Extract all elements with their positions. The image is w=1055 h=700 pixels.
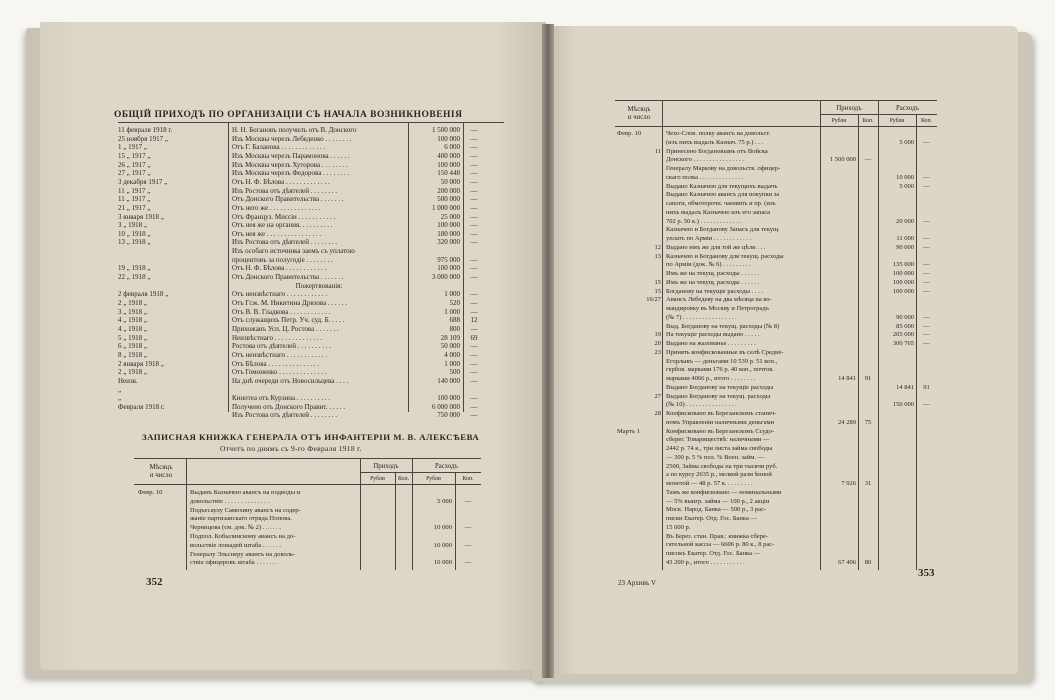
income-row-kop: —	[470, 411, 478, 420]
r-row-expense-rub: 14 841	[896, 383, 914, 391]
nb-row-expense-kop: —	[464, 559, 472, 567]
income-row-date: 2 февраля 1918 „	[118, 290, 169, 299]
income-row-desc: Отъ Н. Ф. Бѣлова . . . . . . . . . . . .	[232, 264, 327, 273]
income-row-kop: —	[470, 126, 478, 134]
income-row-amount: 320 000	[437, 238, 460, 247]
r-row-income-kop: 31	[864, 480, 872, 487]
income-row-kop: —	[470, 299, 478, 307]
income-table-top-rule	[118, 122, 504, 123]
book-gutter	[542, 24, 554, 678]
nb-row-expense-rub: 10 000	[433, 541, 452, 549]
r-row-desc: — 300 р. 5 % пол. % Воен. займ. —	[666, 453, 765, 461]
income-row-amount: 4 000	[444, 350, 460, 359]
income-row-kop: —	[470, 186, 478, 195]
income-row-desc: Прихожанъ Усп. Ц. Ростова . . . . . . .	[232, 324, 339, 333]
r-row-desc: уплатъ по Арміи . . . . . . . . . . . .	[666, 235, 752, 242]
r-row-desc: скаго полка . . . . . . . . . . . . . .	[666, 173, 744, 181]
income-row-amount: 3 000 000	[432, 273, 460, 282]
r-row-expense-rub: 10 000	[896, 173, 914, 181]
income-row-amount: 1 000 000	[432, 203, 460, 212]
r-row-expense-rub: 5 000	[899, 182, 914, 190]
nb-header-in-kop: Коп.	[397, 476, 410, 482]
income-row-desc: Кинотеа отъ Курзина . . . . . . . . . .	[232, 394, 331, 403]
income-row-kop: —	[470, 324, 478, 333]
r-row-expense-rub: 205 000	[892, 331, 914, 339]
income-row-kop: —	[470, 212, 478, 221]
income-row-amount: 975 000	[437, 255, 460, 264]
r-row-desc: Моск. Народ. Банка — 500 р., 3 рас-	[666, 506, 767, 514]
income-row-date: 10 „ 1918 „	[118, 229, 151, 238]
r-row-expense-kop: —	[923, 217, 930, 225]
income-row-amount: 800	[449, 324, 460, 333]
r-row-desc: Конфисковано въ Березанскомъ Ссудо-	[666, 427, 774, 435]
r-row-desc: Выдано Богданову на текущ. расходы	[666, 392, 771, 400]
income-row-date: 2 „ 1918 „	[118, 299, 147, 307]
income-row-amount: 50 000	[440, 342, 460, 351]
r-row-desc: марками 4066 р., итого . . . . . . . .	[666, 375, 756, 382]
income-row-date: 3 декабря 1917 „	[118, 177, 168, 186]
nb-header-out-rub: Рубли	[426, 476, 441, 482]
r-row-desc: монетой — 48 р. 57 к. . . . . . . . .	[666, 480, 753, 487]
r-row-expense-kop: —	[923, 340, 930, 347]
income-row-amount: 1 000	[444, 307, 460, 316]
income-row-amount: 180 000	[437, 229, 460, 238]
r-row-income-rub: 67 406	[838, 558, 856, 566]
r-row-date: 15	[654, 278, 661, 286]
income-row-amount: 50 000	[440, 177, 460, 186]
nb-row-expense-rub: 10 000	[433, 559, 452, 567]
r-row-desc: нихъ выдалъ Казначею изъ его запаса	[666, 208, 771, 216]
income-row-kop: —	[470, 264, 478, 273]
income-row-desc: Н. Н. Богановъ получилъ отъ В. Донского	[232, 126, 357, 134]
income-row-kop: —	[470, 195, 478, 204]
income-row-date: 25 ноября 1917 „	[118, 134, 168, 143]
nb-row-desc: вольствіе лошадей штаба . . . . . .	[190, 541, 281, 549]
income-row-date: Неизв.	[118, 376, 138, 385]
income-row-kop: —	[470, 238, 478, 247]
r-row-expense-kop: —	[923, 401, 930, 409]
income-row-kop: 12	[470, 316, 478, 325]
r-row-desc: Въ Берез. стан. Прав.: книжка сбере-	[666, 532, 768, 540]
income-row-desc: Неизвѣстнаго . . . . . . . . . . . . . .	[232, 333, 322, 342]
r-row-expense-kop: —	[923, 313, 930, 321]
nb-row-desc: довольствіе . . . . . . . . . . . . . .	[190, 497, 270, 505]
r-row-desc: а по курсу 2635 р., мелкой разм ѣнной	[666, 471, 772, 479]
income-row-date: 11 „ 1917 „	[118, 195, 151, 204]
right-page-number: 353	[918, 567, 935, 579]
r-header-month-label: Мѣсяцъ	[627, 106, 651, 113]
income-row-date: 4 „ 1918 „	[118, 324, 147, 333]
income-row-amount: 1 000	[444, 359, 460, 368]
income-row-amount: 200 000	[437, 186, 460, 195]
r-row-desc: гательной кассы — 6606 р. 80 к., 8 рас-	[666, 541, 775, 549]
r-row-expense-kop: —	[923, 261, 930, 269]
r-row-desc: Чехо-Слов. полку авансъ на довольст.	[666, 130, 771, 137]
nb-row-desc: Черницова (см. док. № 2) . . . . . .	[190, 524, 281, 532]
r-row-expense-kop: —	[923, 278, 930, 286]
r-row-income-rub: 14 841	[838, 375, 856, 382]
nb-row-expense-rub: 5 000	[437, 497, 452, 505]
income-row-kop: —	[470, 394, 478, 403]
income-row-amount: 6 000	[444, 143, 460, 152]
income-row-amount: 100 000	[437, 134, 460, 143]
income-row-desc: Отъ Гсж. М. Никитина Дрвзова . . . . . .	[232, 299, 348, 307]
r-row-date: 28	[654, 410, 661, 417]
r-row-desc: Казначею и Богданову Запасъ для текущ.	[666, 226, 780, 234]
r-row-desc: сберег. Товариществѣ: наличными —	[666, 436, 770, 444]
nb-row-expense-kop: —	[464, 541, 472, 549]
r-row-date: 15	[654, 287, 661, 295]
r-row-desc: писокъ Екатер. Отд. Гос. Банка —	[666, 550, 761, 557]
income-row-desc: Отъ него же . . . . . . . . . . . . . . .	[232, 203, 321, 212]
income-row-amount: 28 109	[440, 333, 460, 342]
r-row-date: 12	[654, 243, 661, 251]
r-row-expense-kop: —	[923, 173, 930, 181]
r-row-date: 11	[654, 147, 661, 155]
income-row-date: 26 „ 1917 „	[118, 160, 151, 169]
income-row-amount: 500	[449, 368, 460, 377]
r-row-expense-kop: —	[923, 182, 930, 190]
r-row-expense-kop: —	[923, 138, 930, 146]
income-row-amount: 100 000	[437, 160, 460, 169]
r-row-income-kop: 91	[864, 375, 872, 382]
nb-row-expense-kop: —	[464, 524, 472, 532]
income-row-date: 2 января 1918 „	[118, 359, 164, 368]
r-row-desc: Богданову на текущіе расходы . . . .	[666, 287, 763, 295]
income-row-amount: 150 448	[437, 169, 460, 178]
r-row-desc: Выдано на жалованье . . . . . . . . .	[666, 340, 756, 347]
r-row-income-rub: 7 926	[841, 480, 856, 487]
left-page-number: 352	[146, 576, 163, 588]
income-row-date: 3 „ 1918 „	[118, 221, 147, 230]
nb-col-in-rub	[395, 472, 396, 570]
income-row-kop: —	[470, 229, 478, 238]
income-row-desc: Отъ неизвѣстнаго . . . . . . . . . . . .	[232, 350, 328, 359]
r-row-date: 19	[654, 331, 661, 339]
income-row-date: 15 „ 1917 „	[118, 151, 151, 160]
nb-header-out-kop: Коп.	[462, 476, 474, 482]
income-row-desc: Отъ нея же на органия. . . . . . . . . .	[232, 221, 333, 230]
r-header-in-rub: Рубли	[831, 118, 847, 124]
income-row-kop: —	[470, 169, 478, 178]
income-row-desc: Отъ Бѣлова . . . . . . . . . . . . . . .	[232, 359, 320, 368]
income-row-kop: —	[470, 342, 478, 351]
nb-row-date: Февр. 10	[138, 489, 163, 496]
income-row-kop: —	[470, 402, 478, 411]
income-row-kop: —	[470, 134, 478, 143]
r-row-desc: — 5% выигр. займа — 100 р., 2 акціи	[666, 497, 770, 505]
income-row-kop: —	[470, 255, 478, 264]
income-row-date: 1 „ 1917 „	[118, 143, 147, 152]
income-row-desc: процентовъ за полугодіе . . . . . . . .	[232, 255, 333, 264]
r-header-day-label: и число	[627, 114, 651, 121]
r-row-desc: Выдано Казначею для текущихъ выдачъ	[666, 182, 778, 190]
r-row-desc: Выдано имъ же для той же цѣли . . .	[666, 243, 766, 251]
r-row-income-rub: 1 500 000	[830, 156, 856, 164]
r-row-income-kop: 75	[864, 418, 872, 426]
income-row-kop: —	[470, 221, 478, 230]
r-row-expense-rub: 135 000	[892, 261, 914, 269]
r-header-month	[616, 106, 662, 122]
income-row-kop: —	[470, 160, 478, 169]
r-table-top	[615, 100, 937, 101]
r-header-out-rub: Рубли	[889, 118, 905, 124]
income-row-date: 11 февраля 1918 г.	[118, 126, 173, 134]
income-row-kop: 69	[470, 333, 478, 342]
r-row-desc: 702 р. 50 к.) . . . . . . . . . . . . .	[666, 217, 742, 225]
income-row-desc: Отъ неизвѣстнаго . . . . . . . . . . . .	[232, 290, 328, 299]
r-row-desc: Принять конфискованные въ селѣ Средне-	[666, 348, 784, 356]
income-row-desc: Ростова отъ дѣятелей . . . . . . . . . .	[232, 342, 331, 351]
income-row-date: Февраля 1918 г.	[118, 402, 165, 411]
r-row-expense-kop: —	[923, 322, 930, 330]
nb-row-desc: Выданъ Казначею авансъ на подводы и	[190, 489, 301, 496]
income-row-desc: Отъ нея же . . . . . . . . . . . . . . . .	[232, 229, 322, 238]
nb-header-expense: Расходъ	[434, 463, 459, 470]
r-row-expense-kop: —	[923, 235, 930, 242]
income-row-date: „	[118, 394, 122, 403]
r-row-desc: по Арміи (док. № 6) . . . . . . . . .	[666, 261, 751, 269]
income-row-date: „	[118, 385, 122, 394]
nb-row-expense-rub: 10 000	[433, 524, 452, 532]
r-row-desc: Выдано Богданову на текущіе расходы	[666, 383, 774, 391]
nb-header-month-label: Мѣсяцъ	[149, 464, 173, 471]
r-row-expense-rub: 11 000	[896, 235, 914, 242]
nb-header-month	[136, 464, 186, 480]
income-row-desc: Отъ Донского Правительства . . . . . . .	[232, 195, 344, 204]
income-row-desc: Изъ Москвы черезъ Лебеденко . . . . . . . .	[232, 134, 352, 143]
r-row-expense-kop: —	[923, 331, 930, 339]
income-row-amount: 500 000	[437, 195, 460, 204]
income-row-kop: —	[470, 177, 478, 186]
r-row-income-rub: 24 289	[838, 418, 856, 426]
r-row-desc: На текущіе расходы выдано . . . . .	[666, 331, 760, 339]
income-row-desc: Отъ служащихъ Петр. Уч. суд. Б. . . . .	[232, 316, 345, 325]
income-row-desc: Изъ Ростова отъ дѣятелей . . . . . . . .	[232, 411, 338, 420]
r-header-in-kop: Коп.	[862, 118, 874, 124]
income-row-kop: —	[470, 203, 478, 212]
income-row-amount: 750 000	[437, 411, 460, 420]
income-row-kop: —	[470, 151, 478, 160]
income-row-amount: 100 000	[437, 264, 460, 273]
income-row-amount: 1 500 000	[432, 126, 460, 134]
income-row-amount: 100 000	[437, 221, 460, 230]
income-row-desc: Отъ Н. Ф. Бѣлова . . . . . . . . . . . . .	[232, 177, 330, 186]
r-row-expense-kop: —	[923, 287, 930, 295]
income-row-desc: Изъ Ростова отъ дѣятелей . . . . . . . .	[232, 186, 338, 195]
r-row-date: 16/27	[646, 296, 661, 304]
r-header-expense: Расходъ	[895, 105, 920, 112]
income-row-kop: —	[470, 143, 478, 152]
r-row-income-kop: 80	[864, 558, 872, 566]
income-row-date: 2 „ 1918 „	[118, 368, 147, 377]
r-col-desc	[820, 100, 821, 570]
income-row-kop: —	[470, 290, 478, 299]
income-row-amount: 140 000	[437, 376, 460, 385]
nb-header-in-rub: Рубли	[370, 476, 385, 482]
income-row-desc: Отъ Донского Правительства . . . . . . .	[232, 273, 344, 282]
r-row-desc: Казначею и Богданову для текущ. расходы	[666, 252, 784, 260]
r-row-expense-rub: 100 000	[892, 287, 914, 295]
r-row-desc: Выдано Казначею авансъ для покупки за	[666, 191, 780, 199]
income-row-date: 4 „ 1918 „	[118, 316, 147, 325]
income-row-kop: —	[470, 273, 478, 282]
r-row-desc: 43 200 р., итого . . . . . . . . . . .	[666, 558, 745, 566]
r-row-desc: Генералу Маркову на довольств. офицер-	[666, 165, 781, 172]
r-row-desc: Имъ же на текущ. расходы . . . . . .	[666, 278, 760, 286]
income-row-desc: Изъ Москвы черезъ Парамонова . . . . . .	[232, 151, 350, 160]
r-row-desc: Тамъ же конфисковано — номинальными	[666, 488, 782, 496]
r-row-desc: Принесено Богдановымъ отъ Войска	[666, 147, 768, 155]
r-row-expense-rub: 100 000	[892, 270, 914, 277]
r-row-date: Февр. 10	[617, 130, 642, 137]
r-header-income: Приходъ	[836, 105, 862, 112]
r-row-desc: писки Екатер. Отд. Гос. Банка —	[666, 515, 757, 522]
income-row-amount: 1 000	[444, 290, 460, 299]
r-row-income-kop: —	[864, 156, 872, 164]
income-row-desc: Изъ особаго источника заемъ съ уплатою	[232, 247, 355, 256]
income-row-desc: Изъ Москвы черезъ Федорова . . . . . . . .	[232, 169, 350, 178]
income-row-desc: Отъ Француз. Миссіи . . . . . . . . . . .	[232, 212, 336, 221]
r-row-desc: 2500, Займа свободы на три тысячи руб.	[666, 462, 778, 470]
r-row-desc: (изъ нихъ выдалъ Казнач. 75 р.) . . .	[666, 138, 764, 146]
income-row-date: 6 „ 1918 „	[118, 342, 147, 351]
nb-row-desc: Подъесаулу Самохину авансъ на содер-	[190, 506, 301, 514]
nb-col-out-rub	[455, 472, 456, 570]
income-row-kop: —	[470, 350, 478, 359]
nb-header-income: Приходъ	[373, 463, 399, 470]
nb-row-desc: Генералу Эльснеру авансъ на доволь-	[190, 550, 296, 558]
r-row-expense-rub: 300 765	[892, 340, 914, 347]
income-row-amount: 688	[449, 316, 460, 325]
r-row-expense-kop: 91	[923, 383, 930, 391]
income-row-amount: 6 000 000	[432, 402, 460, 411]
r-row-desc: (№ 7) . . . . . . . . . . . . . . . . .	[666, 313, 737, 321]
r-row-desc: 2442 р. 74 к., три листа займа свободы	[666, 445, 773, 452]
notebook-title: ЗАПИСНАЯ КНИЖКА ГЕНЕРАЛА ОТЪ ИНФАНТЕРІИ М. В. АЛЕКСѢЕВА	[142, 432, 480, 442]
income-row-date: 11 „ 1917 „	[118, 186, 151, 195]
income-row-kop: —	[470, 368, 478, 377]
r-row-expense-rub: 90 000	[896, 243, 914, 251]
income-row-date: 5 „ 1918 „	[118, 333, 147, 342]
income-row-date: 22 „ 1918 „	[118, 273, 151, 282]
income-row-amount: 520	[449, 299, 460, 307]
income-row-date: 13 „ 1918 „	[118, 238, 151, 247]
nb-row-desc: жаніе партизанскаго отряда Попова.	[190, 515, 292, 523]
income-table-divider-date	[228, 122, 229, 412]
nb-col-date	[186, 458, 187, 570]
r-row-expense-rub: 100 000	[892, 278, 914, 286]
nb-row-expense-kop: —	[464, 497, 472, 505]
r-row-desc: Конфисковано въ Березанскомъ станич-	[666, 410, 777, 417]
income-row-kop: —	[470, 307, 478, 316]
nb-row-desc: ствіе офицеровъ штаба . . . . . . .	[190, 559, 278, 567]
r-row-expense-kop: —	[923, 270, 930, 277]
r-row-expense-rub: 5 000	[899, 138, 914, 146]
r-row-expense-rub: 90 000	[896, 313, 914, 321]
income-row-desc: На днѣ очереди отъ Новосильцева . . . .	[232, 376, 349, 385]
income-row-desc: Получено отъ Донского Правит. . . . . .	[232, 402, 346, 411]
r-row-desc: (№ 10) . . . . . . . . . . . . . . . .	[666, 401, 737, 409]
income-row-desc: Отъ Гомоненко . . . . . . . . . . . . . .	[232, 368, 327, 377]
r-row-date: 20	[654, 340, 661, 347]
income-row-date: 19 „ 1918 „	[118, 264, 151, 273]
income-row-desc: Отъ Г. Баланова . . . . . . . . . . . . .	[232, 143, 326, 152]
r-col-date	[662, 100, 663, 570]
income-row-date: 21 „ 1917 „	[118, 203, 151, 212]
r-row-desc: Донского . . . . . . . . . . . . . . . .	[666, 156, 744, 164]
r-row-date: 13	[654, 252, 661, 260]
r-row-desc: мандировку въ Москву и Петроградъ	[666, 305, 769, 312]
r-row-date: 27	[654, 392, 661, 400]
r-row-desc: номъ Управленіи наличными деньгами	[666, 418, 775, 426]
r-row-desc: гербов. марками 176 р. 40 коп., почтов.	[666, 366, 774, 374]
r-row-date: 23	[654, 348, 661, 356]
income-row-desc: Пожертвованія:	[295, 281, 343, 290]
income-row-date: 3 января 1918 „	[118, 212, 164, 221]
r-row-expense-kop: —	[923, 243, 930, 251]
income-row-amount: 100 000	[437, 394, 460, 403]
nb-header-day-label: и число	[149, 472, 173, 479]
r-row-expense-rub: 85 000	[896, 322, 914, 330]
r-row-desc: Выд. Богданову на текущ. расходы (№ 8)	[666, 322, 780, 330]
r-header-out-kop: Коп.	[920, 118, 933, 124]
income-title: ОБЩІЙ ПРИХОДЪ ПО ОРГАНИЗАЦІИ СЪ НАЧАЛА ВОЗНИКНОВЕНІЯ	[114, 110, 463, 120]
r-row-desc: 15 000 р.	[666, 523, 691, 531]
r-row-desc: Авансъ Лебедеву на два мѣсяца на ко-	[666, 296, 772, 304]
income-row-kop: —	[470, 359, 478, 368]
nb-row-desc: Подпол. Кобылинскому авансъ на до-	[190, 533, 296, 540]
r-row-date: Мартъ 1	[617, 427, 640, 435]
r-row-desc: Егорлыкъ — деньгами 10 539 р. 51 коп.,	[666, 357, 778, 365]
income-row-desc: Отъ В. В. Гладкова . . . . . . . . . . . .	[232, 307, 331, 316]
income-row-date: 3 „ 1918 „	[118, 307, 147, 316]
income-row-date: 8 „ 1918 „	[118, 350, 147, 359]
r-row-desc: сапоги, обмоторочн. чаемипъ и пр. (изъ	[666, 200, 776, 207]
income-row-amount: 400 000	[437, 151, 460, 160]
r-row-desc: Имъ же на текущ. расходы . . . . . .	[666, 270, 760, 277]
income-row-amount: 25 000	[440, 212, 460, 221]
r-row-expense-rub: 20 000	[896, 217, 914, 225]
income-row-desc: Изъ Ростова отъ дѣятелей . . . . . . . .	[232, 238, 338, 247]
income-row-desc: Изъ Москвы черезъ Хуторова . . . . . . . .	[232, 160, 349, 169]
right-footer-signature: 23 Архивъ V	[618, 579, 657, 587]
notebook-subtitle: Отчетъ по днямъ съ 9-го Февраля 1918 г.	[220, 444, 362, 453]
r-row-expense-rub: 150 000	[892, 401, 914, 409]
income-row-kop: —	[470, 376, 478, 385]
nb-subheader-rule	[360, 472, 481, 473]
r-table-header-rule	[615, 126, 937, 127]
income-row-date: 27 „ 1917 „	[118, 169, 151, 178]
r-col-in-rub	[858, 114, 859, 570]
